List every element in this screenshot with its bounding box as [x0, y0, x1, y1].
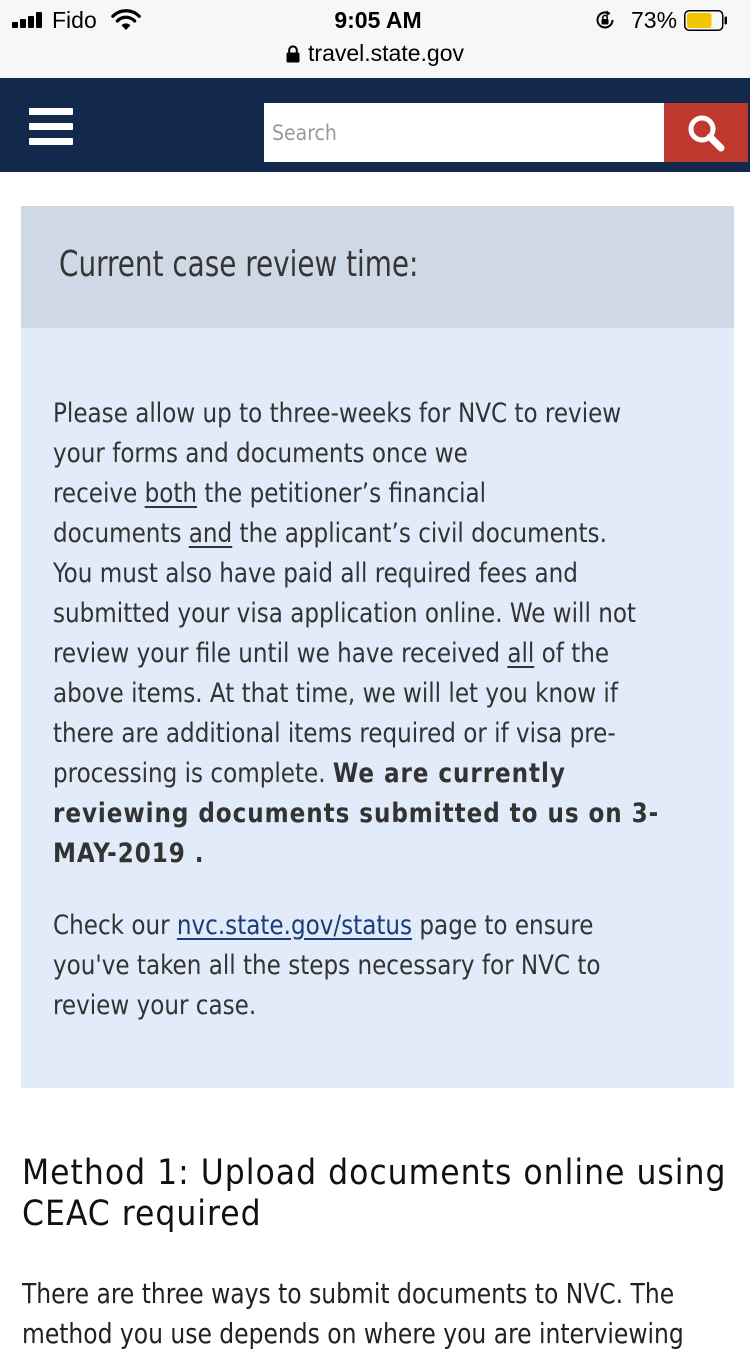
- case-review-panel: [21, 206, 734, 1088]
- heading-line: CEAC required: [22, 1194, 262, 1234]
- text-line: above items. At that time, we will let you know if: [53, 678, 618, 709]
- battery-icon: [684, 10, 728, 31]
- carrier-name: Fido: [52, 7, 97, 33]
- search-icon: [686, 114, 726, 152]
- clock: 9:05 AM: [334, 7, 422, 33]
- current-review-date-text: We are currently: [332, 758, 566, 789]
- url-domain: travel.state.gov: [308, 40, 464, 66]
- current-review-date-text: reviewing documents submitted to us on 3-: [53, 798, 660, 829]
- case-review-title: Current case review time:: [59, 244, 419, 285]
- text-line: method you use depends on where you are interviewing: [22, 1317, 684, 1350]
- emphasis-both: both: [144, 478, 198, 509]
- review-time-paragraph: [53, 394, 750, 874]
- rotation-lock-icon: [594, 9, 616, 31]
- method-1-heading: [22, 1153, 727, 1235]
- emphasis-all: all: [507, 638, 535, 669]
- site-header: [0, 78, 750, 172]
- text-line: Please allow up to three-weeks for NVC to review: [53, 398, 622, 429]
- text-fragment: page to ensure: [412, 910, 594, 941]
- text-fragment: receive: [53, 478, 145, 509]
- nvc-status-link[interactable]: nvc.state.gov/status: [176, 910, 413, 941]
- text-line: review your case.: [53, 990, 257, 1021]
- text-fragment: the petitioner’s financial: [197, 478, 487, 509]
- text-line: there are additional items required or if visa pre-: [53, 718, 616, 749]
- search-input[interactable]: [264, 103, 664, 162]
- text-line: [53, 906, 718, 946]
- lock-icon: [286, 45, 300, 63]
- hamburger-menu-icon[interactable]: [29, 108, 73, 146]
- case-review-panel-header: [21, 206, 734, 328]
- battery-percent: 73%: [631, 7, 678, 33]
- text-line: There are three ways to submit documents to NVC. The: [22, 1277, 675, 1310]
- method-intro-paragraph: [22, 1274, 750, 1354]
- text-line: [53, 754, 718, 794]
- address-bar[interactable]: [0, 40, 750, 78]
- text-line: [53, 474, 718, 514]
- text-line: You must also have paid all required fees and: [53, 558, 578, 589]
- current-review-date: MAY-2019 .: [53, 838, 205, 869]
- heading-line: Method 1: Upload documents online using: [22, 1153, 727, 1193]
- search-button[interactable]: [664, 103, 748, 162]
- text-fragment: the applicant’s civil documents.: [232, 518, 607, 549]
- emphasis-and: and: [188, 518, 233, 549]
- text-line: submitted your visa application online. We will not: [53, 598, 636, 629]
- status-bar: [0, 0, 750, 40]
- text-fragment: documents: [53, 518, 189, 549]
- text-fragment: processing is complete.: [53, 758, 333, 789]
- text-line: [53, 514, 718, 554]
- text-line: [53, 634, 718, 674]
- text-line: you've taken all the steps necessary for NVC to: [53, 950, 601, 981]
- status-check-paragraph: [53, 906, 750, 1026]
- text-fragment: Check our: [53, 910, 177, 941]
- text-line: your forms and documents once we: [53, 438, 468, 469]
- text-fragment: review your file until we have received: [53, 638, 508, 669]
- text-fragment: of the: [534, 638, 610, 669]
